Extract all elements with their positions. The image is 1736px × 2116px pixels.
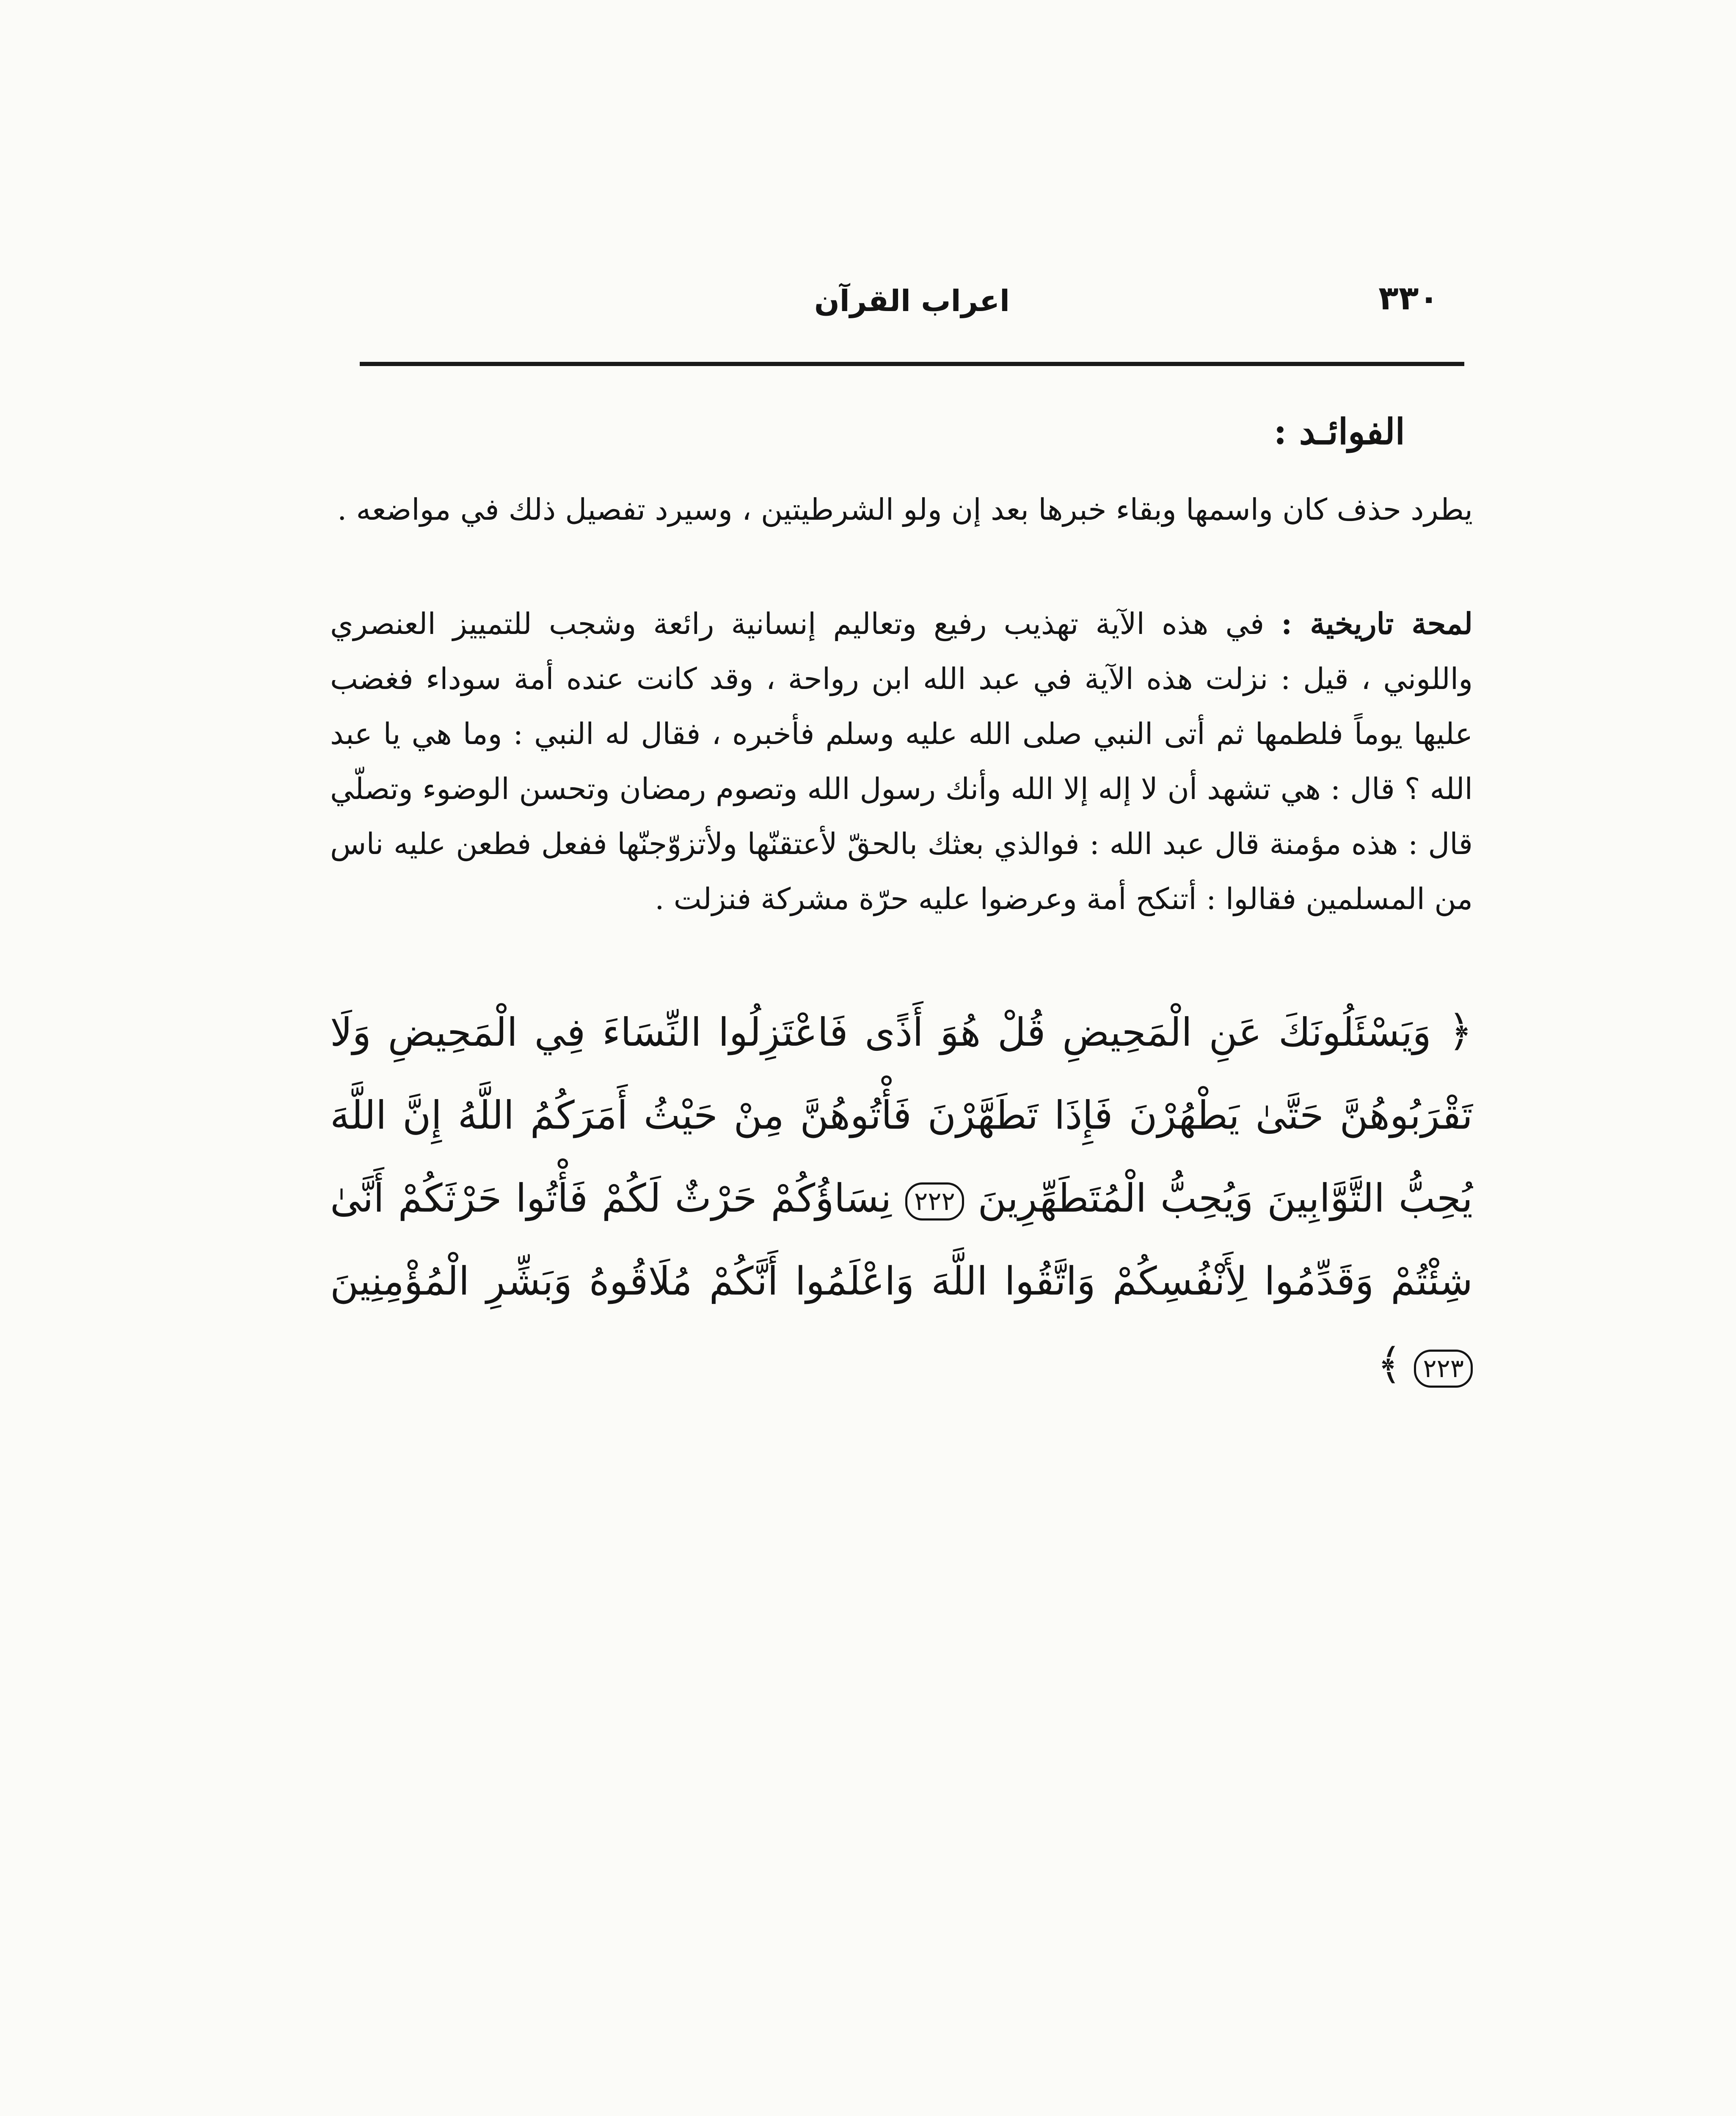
page-content — [330, 394, 1473, 1407]
history-text: في هذه الآية تهذيب رفيع وتعاليم إنسانية رائعة وشجب للتمييز العنصري واللوني ، قيل : نزلت هذه الآية في عبد الله ابن رواحة ، وقد كانت عنده أمة سوداء فغضب عليها يوماً فلطمها ثم أتى النبي صلى الله عليه وسلم فأخبره ، فقال له النبي : وما هي يا عبد الله ؟ قال : هي تشهد أن لا إله إلا الله وأنك رسول الله وتصوم رمضان وتحسن الوضوء وتصلّي قال : هذه مؤمنة قال عبد الله : فوالذي بعثك بالحقّ لأعتقنّها ولأتزوّجنّها ففعل فطعن عليه ناس من المسلمين فقالوا : أتنكح أمة وعرضوا عليه حرّة مشركة فنزلت . — [330, 606, 1473, 916]
verse-text-222: وَيَسْئَلُونَكَ عَنِ الْمَحِيضِ قُلْ هُوَ أَذًى فَاعْتَزِلُوا النِّسَاءَ فِي الْمَحِيضِ وَلَا تَقْرَبُوهُنَّ حَتَّىٰ يَطْهُرْنَ فَإِذَا تَطَهَّرْنَ فَأْتُوهُنَّ مِنْ حَيْثُ أَمَرَكُمُ اللَّهُ إِنَّ اللَّهَ يُحِبُّ التَّوَّابِينَ وَيُحِبُّ الْمُتَطَهِّرِينَ — [330, 1010, 1473, 1221]
quran-verse — [330, 990, 1473, 1407]
ayah-number-222: ٢٢٢ — [905, 1182, 964, 1221]
verse-text-223: نِسَاؤُكُمْ حَرْثٌ لَكُمْ فَأْتُوا حَرْثَكُمْ أَنَّىٰ شِئْتُمْ وَقَدِّمُوا لِأَنْفُسِكُمْ وَاتَّقُوا اللَّهَ وَاعْلَمُوا أَنَّكُمْ مُلَاقُوهُ وَبَشِّرِ الْمُؤْمِنِينَ — [330, 1176, 1473, 1304]
page-number: ٣٣٠ — [1378, 279, 1439, 317]
history-label: لمحة تاريخية : — [1281, 606, 1473, 641]
fawaid-paragraph: يطرد حذف كان واسمها وبقاء خبرها بعد إن ولو الشرطيتين ، وسيرد تفصيل ذلك في مواضعه . — [337, 492, 1473, 527]
verse-close-bracket: ﴾ — [1377, 1339, 1402, 1389]
ayah-number-223: ٢٢٣ — [1414, 1350, 1473, 1388]
history-paragraph — [330, 596, 1473, 926]
page-header — [360, 279, 1464, 326]
book-title: اعراب القرآن — [814, 284, 1010, 318]
header-rule — [360, 362, 1464, 366]
verse-open-bracket: ﴿ — [1448, 1006, 1473, 1056]
fawaid-heading: الفوائـد : — [1273, 411, 1405, 452]
